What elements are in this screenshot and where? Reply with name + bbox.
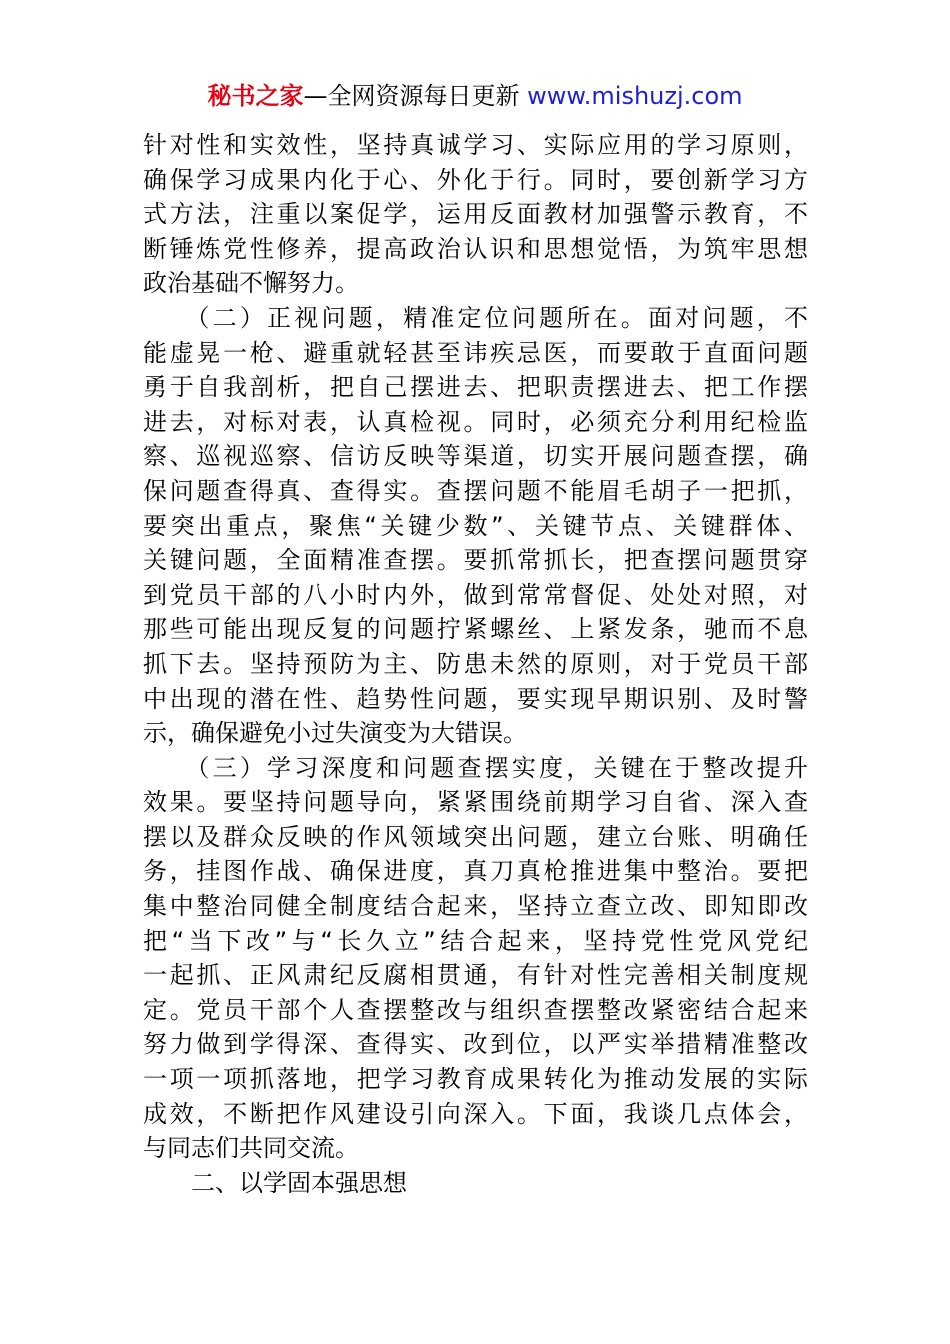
site-tagline: —全网资源每日更新 [303, 82, 520, 110]
body-text-line: 一起抓、正风肃纪反腐相贯通，有针对性完善相关制度规 [143, 961, 808, 990]
body-text-line: 务，挂图作战、确保进度，真刀真枪推进集中整治。要把 [143, 857, 808, 886]
body-text-line: （二）正视问题，精准定位问题所在。面对问题，不 [143, 303, 808, 332]
body-text-line: 关键问题，全面精准查摆。要抓常抓长，把查摆问题贯穿 [143, 546, 808, 575]
body-text-line: 那些可能出现反复的问题拧紧螺丝、上紧发条，驰而不息 [143, 615, 808, 644]
body-text-line: 保问题查得真、查得实。查摆问题不能眉毛胡子一把抓， [143, 476, 808, 505]
body-text-line: 政治基础不懈努力。 [143, 269, 359, 298]
body-text-line: 努力做到学得深、查得实、改到位，以严实举措精准整改 [143, 1030, 808, 1059]
body-text-line: 一项一项抓落地，把学习教育成果转化为推动发展的实际 [143, 1065, 808, 1094]
body-text-line: 定。党员干部个人查摆整改与组织查摆整改紧密结合起来 [143, 995, 808, 1024]
site-url-link[interactable]: www.mishuzj.com [527, 82, 743, 110]
body-text-line: 断锤炼党性修养，提高政治认识和思想觉悟，为筑牢思想 [143, 234, 808, 263]
body-text-line: 确保学习成果内化于心、外化于行。同时，要创新学习方 [143, 165, 808, 194]
body-text-line: 效果。要坚持问题导向，紧紧围绕前期学习自省、深入查 [143, 788, 808, 817]
body-text-line: 到党员干部的八小时内外，做到常常督促、处处对照，对 [143, 580, 808, 609]
body-text-line: 摆以及群众反映的作风领域突出问题，建立台账、明确任 [143, 822, 808, 851]
body-text-line: 式方法，注重以案促学，运用反面教材加强警示教育，不 [143, 200, 808, 229]
body-text-line: 勇于自我剖析，把自己摆进去、把职责摆进去、把工作摆 [143, 373, 808, 402]
body-text-line: （三）学习深度和问题查摆实度，关键在于整改提升 [143, 753, 808, 782]
body-text-line: 成效，不断把作风建设引向深入。下面，我谈几点体会， [143, 1099, 808, 1128]
body-text-line: 要突出重点，聚焦“关键少数”、关键节点、关键群体、 [143, 511, 808, 540]
site-brand: 秘书之家 [207, 82, 304, 110]
body-text-line: 能虚晃一枪、避重就轻甚至讳疾忌医，而要敢于直面问题 [143, 338, 808, 367]
site-header [0, 76, 950, 116]
body-text-line: 集中整治同健全制度结合起来，坚持立查立改、即知即改 [143, 892, 808, 921]
body-text-line: 进去，对标对表，认真检视。同时，必须充分利用纪检监 [143, 407, 808, 436]
body-text-line: 针对性和实效性，坚持真诚学习、实际应用的学习原则， [143, 131, 808, 159]
body-text-line: 把“当下改”与“长久立”结合起来，坚持党性党风党纪 [143, 926, 808, 955]
body-text-line: 二、以学固本强思想 [143, 1168, 407, 1197]
body-text-line: 中出现的潜在性、趋势性问题，要实现早期识别、及时警 [143, 684, 808, 713]
body-text-line: 与同志们共同交流。 [143, 1134, 359, 1163]
document-body [143, 128, 808, 1200]
body-text-line: 示，确保避免小过失演变为大错误。 [143, 719, 527, 748]
body-text-line: 察、巡视巡察、信访反映等渠道，切实开展问题查摆，确 [143, 442, 808, 471]
body-text-line: 抓下去。坚持预防为主、防患未然的原则，对于党员干部 [143, 649, 808, 678]
